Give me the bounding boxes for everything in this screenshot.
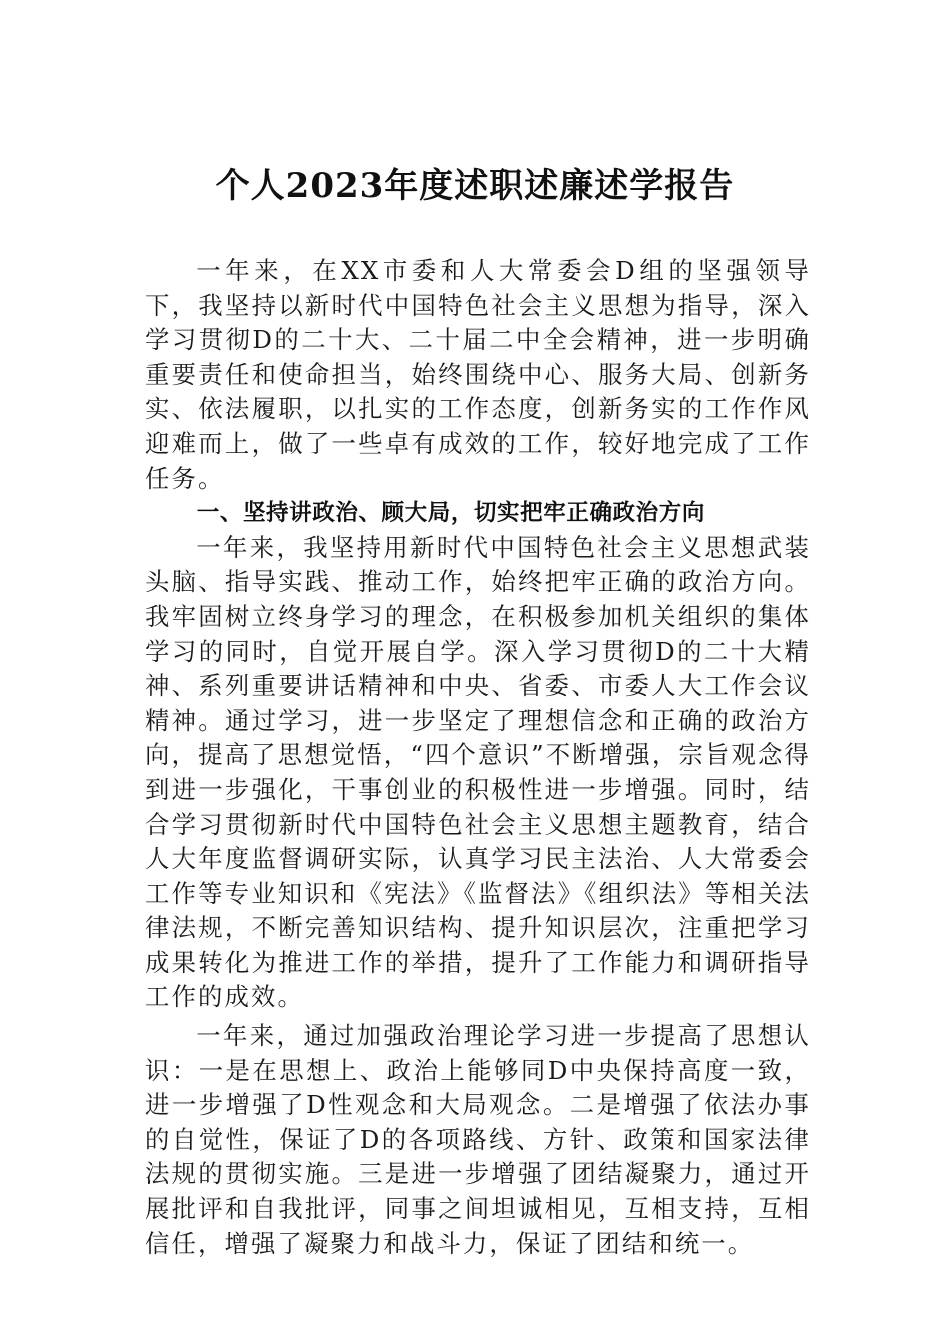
paragraph-section-1-summary: 一年来，通过加强政治理论学习进一步提高了思想认识：一是在思想上、政治上能够同D中央保持高度一致，进一步增强了D性观念和大局观念。二是增强了依法办事的自觉性，保证了D的各项路线、方针、政策和国家法律法规的贯彻实施。三是进一步增强了团结凝聚力，通过开展批评和自我批评，同事之间坦诚相见，互相支持，互相信任，增强了凝聚力和战斗力，保证了团结和统一。 [145, 1021, 811, 1258]
paragraph-section-1: 一年来，我坚持用新时代中国特色社会主义思想武装头脑、指导实践、推动工作，始终把牢正确的政治方向。我牢固树立终身学习的理念，在积极参加机关组织的集体学习的同时，自觉开展自学。深入学习贯彻D的二十大精神、系列重要讲话精神和中央、省委、市委人大工作会议精神。通过学习，进一步坚定了理想信念和正确的政治方向，提高了思想觉悟，“四个意识”不断增强，宗旨观念得到进一步强化，干事创业的积极性进一步增强。同时，结合学习贯彻新时代中国特色社会主义思想主题教育，结合人大年度监督调研实际，认真学习民主法治、人大常委会工作等专业知识和《宪法》《监督法》《组织法》等相关法律法规，不断完善知识结构、提升知识层次，注重把学习成果转化为推进工作的举措，提升了工作能力和调研指导工作的成效。 [145, 532, 811, 1012]
paragraph-intro: 一年来，在XX市委和人大常委会D组的坚强领导下，我坚持以新时代中国特色社会主义思想为指导，深入学习贯彻D的二十大、二十届二中全会精神，进一步明确重要责任和使命担当，始终围绕中心、服务大局、创新务实、依法履职，以扎实的工作态度，创新务实的工作作风迎难而上，做了一些卓有成效的工作，较好地完成了工作任务。 [145, 256, 811, 493]
document-body [145, 254, 811, 1261]
document-title: 个人2023年度述职述廉述学报告 [215, 166, 735, 206]
section-heading-1: 一、坚持讲政治、顾大局，切实把牢正确政治方向 [196, 500, 705, 527]
